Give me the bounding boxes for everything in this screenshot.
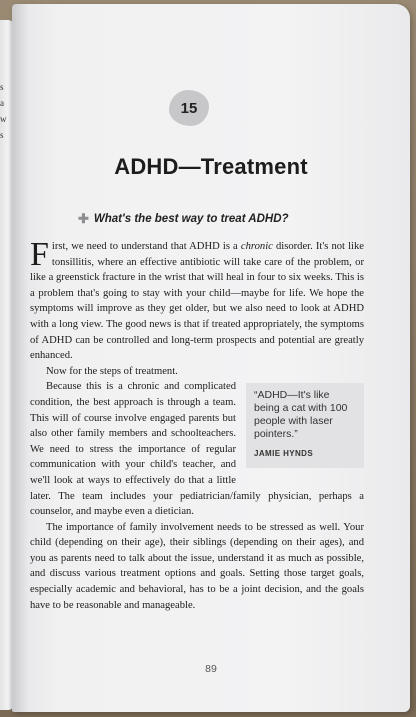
emphasis-chronic: chronic <box>240 241 273 252</box>
book-page <box>12 4 410 712</box>
pull-quote <box>246 383 364 468</box>
page-number: 89 <box>205 663 217 675</box>
paragraph-4: The importance of family involvement needs to be stressed as well. Your child (depending on their age), their siblings (depending on their ages), and you as parents need to talk about the issue, understand it as much as possible, and discuss various treatment options and goals. Setting those target goals, especially academic and behavioral, has to be a joint decision, and the goals have to be reasonable and manageable. <box>30 521 364 611</box>
chapter-number-badge: 15 <box>169 90 209 126</box>
body-text <box>30 236 365 613</box>
previous-page-fragment: s <box>0 130 4 140</box>
paragraph-1 <box>30 236 365 364</box>
drop-cap: F <box>30 236 49 273</box>
paragraph-3: Because this is a chronic and complicated condition, the best approach is through a team. This will of course involve engaged parents but also other family members and schoolteachers. We need to stress the importance of regular communication with your child's teacher, and we'll look at ways to effectively do that a little later. The team includes your pediatrician/family physician, perhaps a counselor, and maybe even a dietician. <box>30 381 364 518</box>
paragraph-1-start: irst, we need to understand that ADHD is a <box>51 241 241 252</box>
pull-quote-author: JAMIE HYNDS <box>254 449 314 459</box>
question-text: What's the best way to treat ADHD? <box>93 213 289 225</box>
previous-page-fragment: w <box>0 114 7 124</box>
previous-page-fragment: a <box>0 98 4 108</box>
previous-page-fragment: s <box>0 82 4 92</box>
paragraph-1-rest: disorder. It's not like tonsillitis, where an effective antibiotic will take care of the problem, or like a greenstick fracture in the wrist that will heal in four to six weeks. This is a problem that's going to stay with your child—maybe for life. We hope the symptoms will improve as they get older, but we also need to look at ADHD with a long view. The good news is that if treated appropriately, the symptoms of ADHD can be controlled and long-term prospects and potential are greatly enhanced. <box>30 241 365 362</box>
paragraph-2: Now for the steps of treatment. <box>46 365 178 377</box>
section-question <box>78 211 378 227</box>
chapter-title: ADHD—Treatment <box>114 154 308 179</box>
plus-icon: ✚ <box>78 211 89 226</box>
pull-quote-text: “ADHD—It's like being a cat with 100 people with laser pointers.” <box>254 389 348 441</box>
